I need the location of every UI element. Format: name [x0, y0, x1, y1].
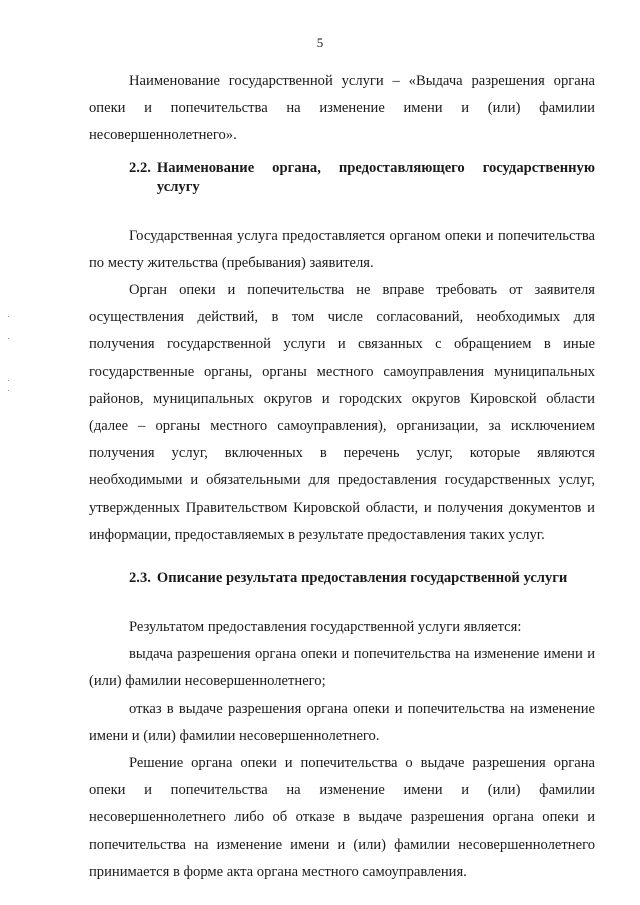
paragraph: Результатом предоставления государственной услуги является:: [129, 619, 522, 636]
page-number: 5: [316, 35, 324, 50]
intro-paragraph: Наименование государственной услуги – «Выдача разрешения органа опеки и попечительства на изменение имени и (или) фамилии несовершеннолетнего».: [89, 73, 595, 144]
section-title: Наименование органа, предоставляющего государственную услугу: [156, 159, 595, 195]
scan-mark: [8, 316, 9, 317]
spacer: [89, 205, 595, 223]
paragraph: Государственная услуга предоставляется органом опеки и попечительства по месту жительства (пребывания) заявителя.: [89, 227, 595, 271]
section-number: 2.2.: [129, 159, 151, 176]
paragraph: отказ в выдаче разрешения органа опеки и попечительства на изменение имени и (или) фамилии несовершеннолетнего.: [89, 700, 595, 744]
paragraph: выдача разрешения органа опеки и попечительства на изменение имени и (или) фамилии несовершеннолетнего;: [89, 646, 595, 690]
scan-mark: [8, 390, 9, 391]
section-number: 2.3.: [129, 570, 151, 587]
document-body: [89, 68, 595, 886]
section-2-2-heading: [89, 159, 595, 197]
spacer: [89, 549, 595, 569]
spacer: [89, 596, 595, 614]
scan-mark: [8, 380, 9, 381]
section-title: Описание результата предоставления государственной услуги: [156, 570, 568, 587]
section-2-3-heading: [89, 569, 595, 588]
scan-mark: [8, 338, 9, 339]
paragraph: Орган опеки и попечительства не вправе требовать от заявителя осуществления действий, в том числе согласований, необходимых для получения государственной услуги и связанных с обращением в иные государственные органы, органы местного самоуправления муниципальных районов, муниципальных округов и городских округов Кировской области (далее – органы местного самоуправления), организации, за исключением получения услуг, включенных в перечень услуг, которые являются необходимыми и обязательными для предоставления государственных услуг, утвержденных Правительством Кировской области, и получения документов и информации, предоставляемых в результате предоставления таких услуг.: [89, 282, 595, 543]
paragraph: Решение органа опеки и попечительства о выдаче разрешения органа опеки и попечительства на изменение имени и (или) фамилии несовершеннолетнего либо об отказе в выдаче разрешения органа опеки и попечительства на изменение имени и (или) фамилии несовершеннолетнего принимается в форме акта органа местного самоуправления.: [89, 755, 595, 880]
